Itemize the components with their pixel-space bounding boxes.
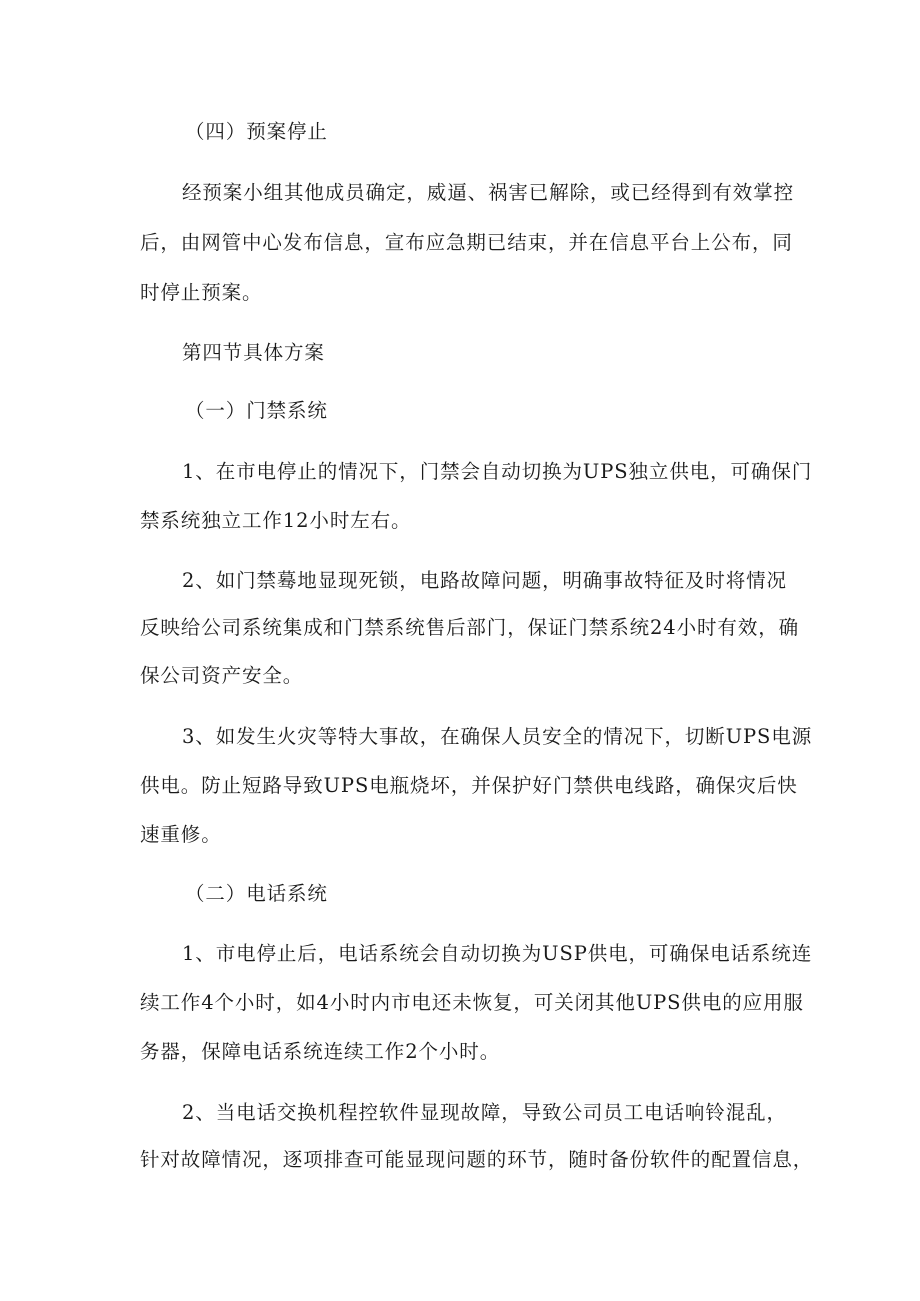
paragraph-line: 续工作4个小时，如4小时内市电还未恢复，可关闭其他UPS供电的应用服 (140, 991, 804, 1014)
paragraph-line: 2、当电话交换机程控软件显现故障，导致公司员工电话响铃混乱， (182, 1101, 787, 1124)
paragraph-line: 保公司资产安全。 (140, 664, 304, 687)
section-heading: 第四节具体方案 (182, 341, 325, 364)
paragraph-line: 2、如门禁蓦地显现死锁，电路故障问题，明确事故特征及时将情况 (182, 569, 787, 592)
paragraph-line: 1、在市电停止的情况下，门禁会自动切换为UPS独立供电，可确保门 (182, 460, 813, 483)
heading-plan-stop: （四）预案停止 (185, 120, 328, 143)
subheading-telephone-system: （二）电话系统 (185, 882, 328, 905)
paragraph-line: 务器，保障电话系统连续工作2个小时。 (140, 1040, 501, 1063)
paragraph-line: 禁系统独立工作12小时左右。 (140, 509, 412, 532)
paragraph-line: 时停止预案。 (140, 281, 263, 304)
paragraph-line: 1、市电停止后，电话系统会自动切换为USP供电，可确保电话系统连 (182, 942, 813, 965)
subheading-access-control: （一）门禁系统 (185, 399, 328, 422)
paragraph-line: 3、如发生火灾等特大事故，在确保人员安全的情况下，切断UPS电源 (182, 725, 813, 748)
paragraph-line: 供电。防止短路导致UPS电瓶烧坏，并保护好门禁供电线路，确保灾后快 (140, 774, 798, 797)
paragraph-line: 针对故障情况，逐项排查可能显现问题的环节，随时备份软件的配置信息， (140, 1148, 814, 1171)
paragraph-line: 经预案小组其他成员确定，威逼、祸害已解除，或已经得到有效掌控 (182, 181, 795, 204)
paragraph-line: 后，由网管中心发布信息，宣布应急期已结束，并在信息平台上公布，同 (140, 231, 793, 254)
paragraph-line: 速重修。 (140, 823, 222, 846)
paragraph-line: 反映给公司系统集成和门禁系统售后部门，保证门禁系统24小时有效，确 (140, 616, 800, 639)
